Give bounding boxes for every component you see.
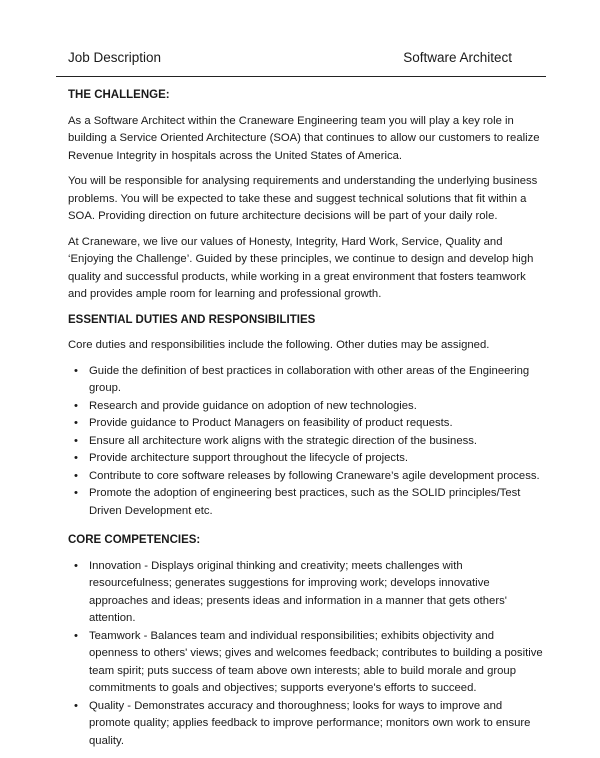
duties-list	[68, 363, 544, 521]
bullet-icon: •	[74, 559, 78, 572]
duty-text: Research and provide guidance on adoption of new technologies.	[89, 399, 417, 412]
duty-item	[68, 468, 544, 486]
competency-item	[68, 628, 544, 698]
bullet-icon: •	[74, 434, 78, 447]
duty-text: Contribute to core software releases by following Craneware’s agile development process.	[89, 469, 540, 482]
bullet-icon: •	[74, 399, 78, 412]
duties-heading: ESSENTIAL DUTIES AND RESPONSIBILITIES	[68, 313, 316, 326]
duty-text: Guide the definition of best practices in collaboration with other areas of the Engineering group.	[89, 364, 530, 394]
document-body	[68, 87, 544, 758]
challenge-paragraph: At Craneware, we live our values of Honesty, Integrity, Hard Work, Service, Quality and ‘Enjoying the Challenge’. Guided by these principles, we continue to design and develop high quality and successful products, while working in a great environment that fosters teamwork and provides ample room for learning and professional growth.	[68, 235, 534, 300]
competency-text: Teamwork - Balances team and individual responsibilities; exhibits objectivity and openness to others' views; gives and welcomes feedback; contributes to building a positive team spirit; puts success of team above own interests; able to build morale and group commitments to goals and objectives; supports everyone's efforts to succeed.	[89, 629, 543, 694]
header-job-title: Software Architect	[403, 50, 512, 65]
duty-item	[68, 398, 544, 416]
challenge-paragraph: You will be responsible for analysing requirements and understanding the underlying business problems. You will be expected to take these and suggest technical solutions that fit within a SOA. Providing direction on future architecture decisions will be part of your daily role.	[68, 175, 538, 222]
competencies-list	[68, 558, 544, 751]
competency-text: Quality - Demonstrates accuracy and thoroughness; looks for ways to improve and promote quality; applies feedback to improve performance; monitors own work to ensure quality.	[89, 699, 531, 747]
duty-item	[68, 485, 544, 520]
challenge-paragraph: As a Software Architect within the Craneware Engineering team you will play a key role in building a Service Oriented Architecture (SOA) that continues to allow our customers to realize Revenue Integrity in hospitals across the United States of America.	[68, 114, 540, 162]
bullet-icon: •	[74, 364, 78, 377]
bullet-icon: •	[74, 417, 78, 429]
duty-text: Ensure all architecture work aligns with the strategic direction of the business.	[89, 434, 478, 447]
challenge-heading: THE CHALLENGE:	[68, 89, 170, 101]
bullet-icon: •	[74, 487, 78, 499]
duty-item	[68, 433, 544, 451]
bullet-icon: •	[74, 469, 78, 482]
header-divider	[56, 76, 546, 77]
duty-text: Provide guidance to Product Managers on feasibility of product requests.	[89, 417, 453, 429]
duty-item	[68, 450, 544, 468]
duty-text: Provide architecture support throughout the lifecycle of projects.	[89, 452, 408, 464]
duty-text: Promote the adoption of engineering best practices, such as the SOLID principles/Test Driven Development etc.	[89, 487, 521, 517]
bullet-icon: •	[74, 629, 78, 642]
competency-item	[68, 558, 544, 628]
header-doc-type: Job Description	[68, 50, 162, 65]
duty-item	[68, 363, 544, 398]
duty-item	[68, 415, 544, 433]
competency-text: Innovation - Displays original thinking and creativity; meets challenges with resourcefulness; generates suggestions for improving work; develops innovative approaches and ideas; presents ideas and information in a manner that gets others' attention.	[89, 559, 507, 624]
bullet-icon: •	[74, 699, 78, 712]
document-header	[56, 50, 546, 72]
duties-intro: Core duties and responsibilities include the following. Other duties may be assigned.	[68, 339, 490, 351]
bullet-icon: •	[74, 452, 78, 464]
competencies-heading: CORE COMPETENCIES:	[68, 534, 201, 546]
competency-item	[68, 698, 544, 751]
